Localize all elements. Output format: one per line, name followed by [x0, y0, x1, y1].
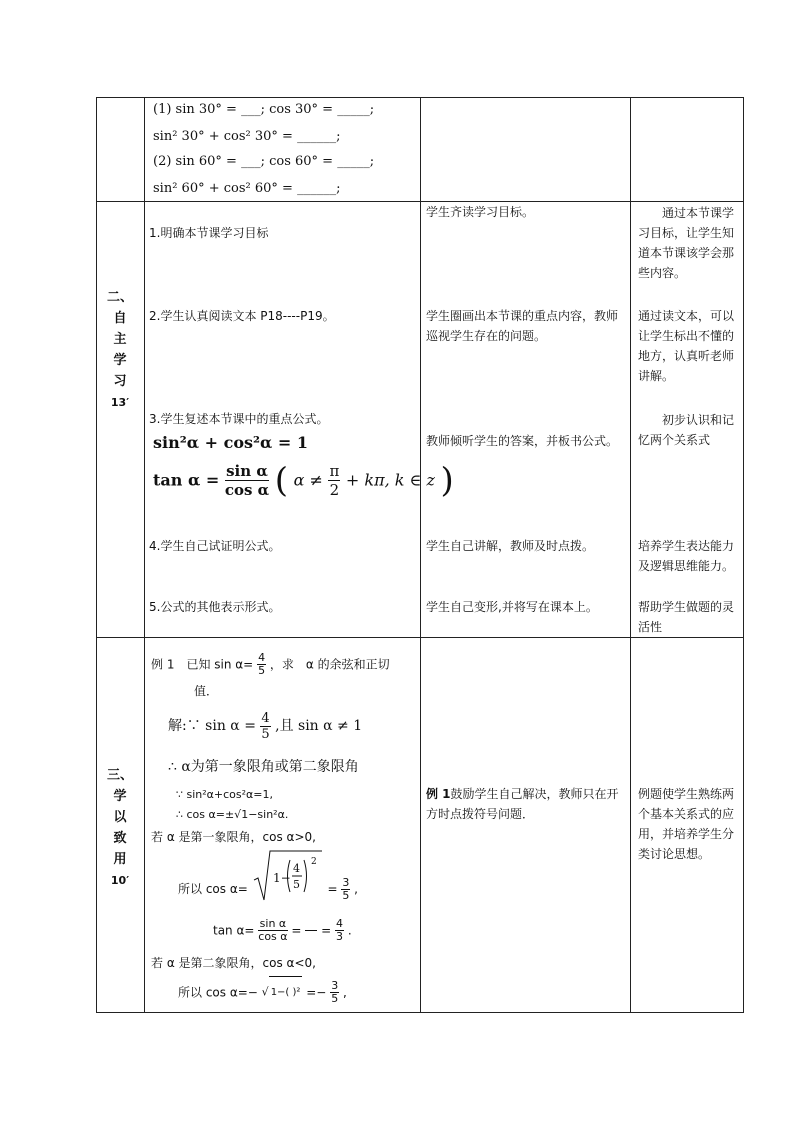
tan-fraction — [258, 918, 287, 943]
step-3: 3.学生复述本节课中的重点公式。 — [149, 412, 329, 426]
comma: , — [354, 882, 358, 896]
exercise-line-1: (1) sin 30° = ___; cos 30° = _____; — [153, 102, 375, 117]
svg-text:5: 5 — [292, 878, 300, 891]
fraction-denominator: cos α — [224, 481, 270, 499]
fraction-numerator: π — [329, 462, 340, 480]
fraction-numerator: 4 — [258, 651, 266, 664]
column-divider-1 — [144, 97, 145, 1013]
section-2-label-char: 学 — [113, 353, 127, 368]
blank-fraction — [305, 918, 317, 943]
case-1-cos-lead: 所以 cos α= — [178, 882, 248, 896]
step-4: 4.学生自己试证明公式。 — [149, 539, 281, 553]
case-2-sqrt: 1−( )² — [269, 976, 303, 1009]
fraction-denominator: cos α — [258, 930, 288, 943]
table-border-left — [96, 97, 97, 1013]
solution-tail: ,且 sin α ≠ 1 — [275, 718, 363, 734]
formula-tangent — [153, 462, 454, 499]
case-1: 若 α 是第一象限角，cos α>0, — [151, 830, 316, 844]
section-2-label-char: 自 — [113, 311, 127, 326]
formula-tangent-lhs: tan α = — [153, 470, 220, 490]
fraction-numerator: sin α — [226, 462, 268, 480]
solution-lead: 解:∵ sin α = — [168, 718, 256, 734]
teacher-activity-4: 学生自己讲解，教师及时点拨。 — [426, 539, 595, 553]
section-3-purpose: 例题使学生熟练两个基本关系式的应用，并培养学生分类讨论思想。 — [638, 787, 735, 861]
case-2-cos — [178, 976, 347, 1009]
case-2-value — [330, 980, 339, 1005]
teacher-activity-5: 学生自己变形,并将写在课本上。 — [426, 600, 598, 614]
case-2: 若 α 是第二象限角，cos α<0, — [151, 956, 316, 970]
tan-lead: tan α= — [213, 923, 255, 938]
example-fraction — [257, 652, 266, 677]
fraction-numerator: 4 — [335, 917, 343, 930]
teacher-example-ref: 例 1 — [426, 787, 451, 801]
fraction-numerator: 3 — [342, 875, 350, 889]
section-2-label-char: 二、 — [106, 290, 133, 305]
sqrt-symbol: √ — [261, 985, 269, 999]
example-lead: 例 1 已知 sin α= — [151, 657, 254, 672]
fraction-denominator: 3 — [335, 930, 343, 943]
equals-sign: = — [291, 923, 302, 938]
fraction-denominator: 5 — [342, 888, 350, 902]
teacher-example-text: 鼓励学生自己解决，教师只在开方时点拨符号问题． — [426, 787, 619, 821]
section-2-label-char: 习 — [113, 374, 127, 389]
section-3-label-char: 致 — [113, 831, 127, 846]
table-border-right — [743, 97, 744, 1013]
fraction-denominator: 5 — [331, 992, 339, 1005]
equals-sign: = — [321, 923, 332, 938]
purpose-4: 培养学生表达能力及逻辑思维能力。 — [638, 539, 735, 573]
svg-text:4: 4 — [292, 862, 300, 875]
fraction-denominator: 5 — [261, 726, 270, 742]
equals-sign: =− — [306, 985, 327, 1000]
teacher-activity-1: 学生齐读学习目标。 — [426, 205, 535, 219]
period: . — [347, 923, 352, 938]
formula-tangent-fraction — [225, 462, 269, 499]
condition-tail: + kπ, k ∈ z — [345, 470, 435, 490]
section-2-label — [100, 287, 140, 413]
exercise-line-4: sin² 60° + cos² 60° = ______; — [153, 181, 341, 196]
purpose-5: 帮助学生做题的灵活性 — [638, 600, 735, 634]
purpose-1: 通过本节课学习目标，让学生知道本节课该学会那些内容。 — [638, 206, 735, 280]
radical-sign — [252, 848, 324, 904]
paren-open: ( — [274, 460, 289, 501]
section-3-label-char: 三、 — [106, 768, 133, 783]
teacher-activity-3: 教师倾听学生的答案，并板书公式。 — [426, 434, 619, 448]
condition-fraction — [328, 462, 340, 499]
section-3-teacher-activity — [426, 784, 626, 824]
solution-fraction — [260, 711, 270, 742]
formula-identity: sin²α + cos²α = 1 — [153, 433, 309, 452]
example-tail-2: 值． — [194, 684, 219, 698]
purpose-3: 初步认识和记忆两个关系式 — [638, 413, 735, 447]
identity-line: ∵ sin²α+cos²α=1, — [176, 788, 274, 801]
comma: , — [343, 985, 347, 1000]
fraction-numerator: 3 — [331, 979, 339, 992]
tan-line — [213, 914, 352, 947]
teacher-activity-2: 学生圈画出本节课的重点内容，教师巡视学生存在的问题。 — [426, 309, 619, 343]
case-1-cos-value — [341, 877, 350, 902]
svg-text:2: 2 — [310, 857, 317, 867]
step-5: 5.公式的其他表示形式。 — [149, 600, 281, 614]
paren-close: ) — [440, 460, 454, 501]
exercise-line-3: (2) sin 60° = ___; cos 60° = _____; — [153, 154, 375, 169]
condition-lead: α ≠ — [293, 470, 323, 490]
example-tail: ，求 α 的余弦和正切 — [269, 657, 390, 672]
exercise-line-2: sin² 30° + cos² 30° = ______; — [153, 129, 341, 144]
tan-value — [335, 918, 344, 943]
solution-given — [168, 710, 362, 742]
section-3-label-char: 用 — [113, 852, 127, 867]
section-2-time: 13′ — [110, 396, 130, 409]
svg-text:1−: 1− — [272, 871, 291, 885]
quadrant-statement: ∴ α为第一象限角或第二象限角 — [168, 759, 359, 775]
purpose-2: 通过读文本，可以让学生标出不懂的地方，认真听老师讲解。 — [638, 309, 735, 383]
section-3-time: 10′ — [110, 874, 130, 887]
section-3-label-char: 学 — [113, 789, 127, 804]
section-3-label — [100, 765, 140, 891]
equals-sign: = — [327, 882, 338, 896]
fraction-numerator: 4 — [261, 710, 270, 726]
column-divider-3 — [630, 97, 631, 1013]
example-statement — [151, 652, 390, 677]
cos-general: ∴ cos α=±√1−sin²α. — [176, 808, 289, 821]
step-1: 1.明确本节课学习目标 — [149, 226, 269, 240]
section-3-label-char: 以 — [113, 810, 127, 825]
section-2-label-char: 主 — [113, 332, 127, 347]
step-2: 2.学生认真阅读文本 P18----P19。 — [149, 309, 335, 323]
column-divider-2 — [420, 97, 421, 1013]
fraction-denominator: 5 — [258, 664, 266, 677]
fraction-denominator: 2 — [329, 481, 340, 499]
case-2-cos-lead: 所以 cos α=− — [178, 985, 258, 1000]
fraction-numerator: sin α — [259, 917, 287, 930]
